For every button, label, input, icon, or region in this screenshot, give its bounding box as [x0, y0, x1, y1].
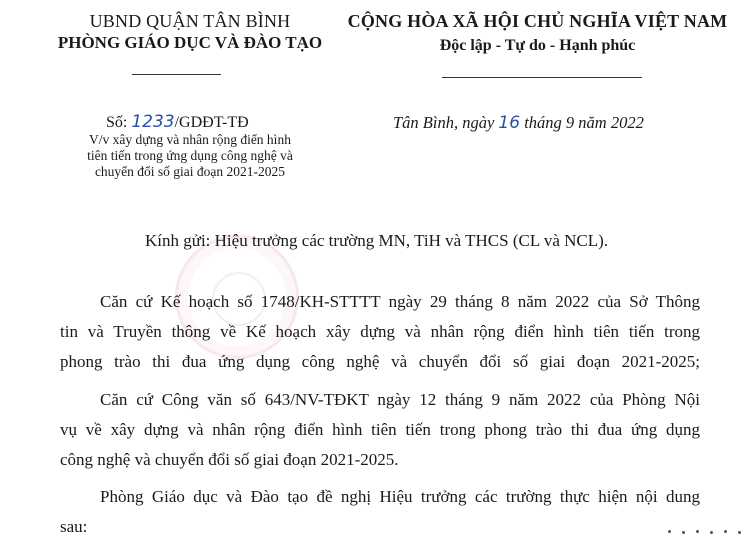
scan-specks	[668, 524, 745, 537]
document-number-suffix: /GDĐT-TĐ	[174, 114, 249, 131]
paragraph-line: vụ về xây dựng và nhân rộng điển hình tiên tiến trong phong trào thi đua ứng dụng	[60, 420, 700, 439]
body-paragraph	[60, 385, 700, 475]
subject-line: tiên tiến trong ứng dụng công nghệ và	[87, 148, 293, 163]
document-number	[106, 112, 249, 132]
subject-line: chuyển đổi số giai đoạn 2021-2025	[94, 164, 286, 179]
paragraph-line: sau:	[60, 517, 88, 536]
national-motto: Độc lập - Tự do - Hạnh phúc	[439, 37, 636, 54]
paragraph-line: công nghệ và chuyển đổi số giai đoạn 2021-2025.	[60, 450, 399, 469]
date-day-handwritten: 16	[498, 113, 521, 133]
paragraph-line: Căn cứ Công văn số 643/NV-TĐKT ngày 12 tháng 9 năm 2022 của Phòng Nội	[100, 390, 700, 409]
document-number-handwritten: 1233	[131, 112, 175, 132]
paragraph-line: Căn cứ Kế hoạch số 1748/KH-STTTT ngày 29 tháng 8 năm 2022 của Sở Thông	[100, 292, 700, 311]
issue-date	[393, 113, 644, 133]
body-paragraph	[60, 287, 700, 377]
header-right-divider	[442, 77, 642, 78]
paragraph-line: tin và Truyền thông về Kế hoạch xây dựng và nhân rộng điển hình tiên tiến trong	[60, 322, 700, 341]
issuing-authority: UBND QUẬN TÂN BÌNH	[89, 11, 291, 31]
paragraph-line: phong trào thi đua ứng dụng công nghệ và chuyển đổi số giai đoạn 2021-2025;	[60, 352, 700, 371]
date-month-year: tháng 9 năm 2022	[520, 113, 644, 132]
recipient-line: Kính gửi: Hiệu trưởng các trường MN, TiH và THCS (CL và NCL).	[145, 231, 609, 250]
document-number-prefix: Số:	[106, 114, 132, 131]
date-place: Tân Bình, ngày	[393, 113, 499, 132]
document-subject	[40, 132, 340, 180]
national-title: CỘNG HÒA XÃ HỘI CHỦ NGHĨA VIỆT NAM	[347, 11, 728, 31]
body-paragraph	[60, 482, 700, 542]
subject-line: V/v xây dựng và nhân rộng điển hình	[89, 132, 291, 147]
header-left-divider	[132, 74, 221, 75]
issuing-department: PHÒNG GIÁO DỤC VÀ ĐÀO TẠO	[57, 33, 323, 52]
paragraph-line: Phòng Giáo dục và Đào tạo đề nghị Hiệu trưởng các trường thực hiện nội dung	[100, 487, 700, 506]
